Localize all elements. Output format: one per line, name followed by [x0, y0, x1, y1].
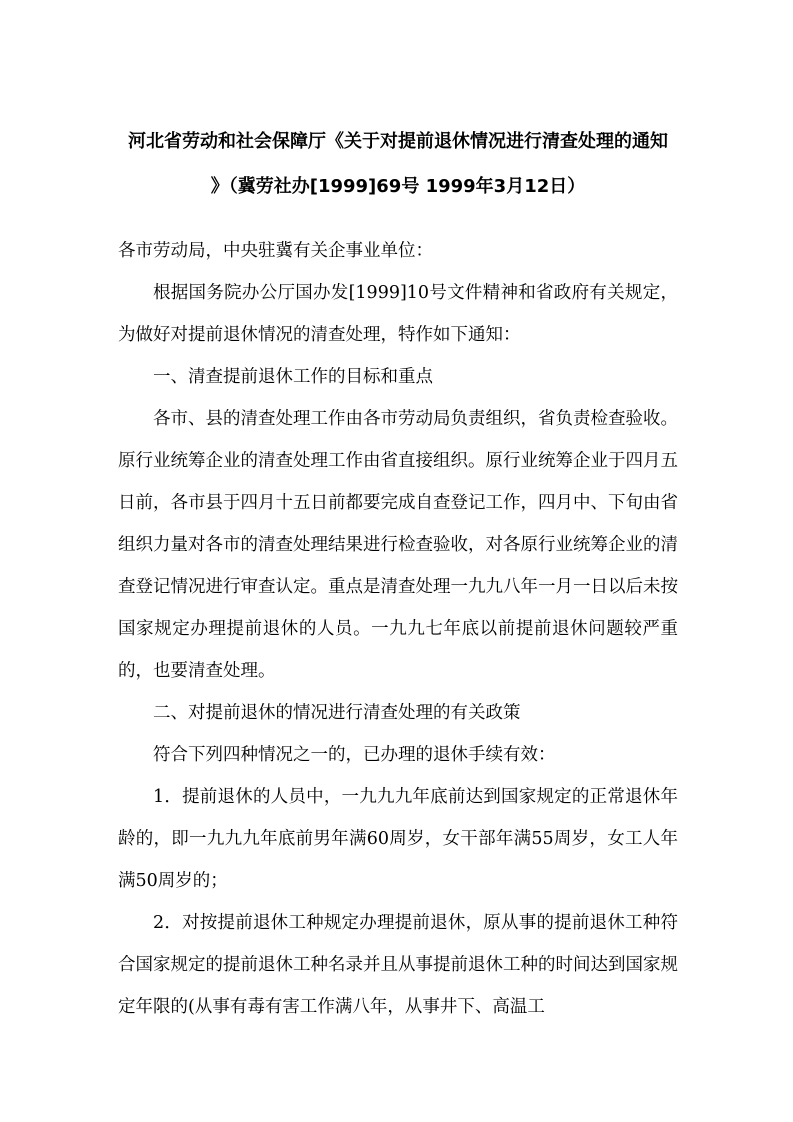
list-item: 1．提前退休的人员中，一九九九年底前达到国家规定的正常退休年龄的，即一九九九年底前男年满60周岁，女干部年满55周岁，女工人年满50周岁的； [118, 787, 678, 891]
body-paragraph: 各市、县的清查处理工作由各市劳动局负责组织，省负责检查验收。原行业统筹企业的清查处理工作由省直接组织。原行业统筹企业于四月五日前，各市县于四月十五日前都要完成自查登记工作，四月中、下旬由省组织力量对各市的清查处理结果进行检查验收，对各原行业统筹企业的清查登记情况进行审查认定。重点是清查处理一九九八年一月一日以后未按国家规定办理提前退休的人员。一九九七年底以前提前退休问题较严重的，也要清查处理。 [118, 409, 678, 681]
document-body [118, 230, 678, 1028]
list-item: 2．对按提前退休工种规定办理提前退休，原从事的提前退休工种符合国家规定的提前退休工种名录并且从事提前退休工种的时间达到国家规定年限的(从事有毒有害工作满八年，从事井下、高温工 [118, 913, 678, 1017]
section-heading: 二、对提前退休的情况进行清查处理的有关政策 [153, 703, 521, 723]
document-title-line-2: 》（冀劳社办[1999]69号 1999年3月12日） [210, 176, 586, 197]
body-paragraph: 根据国务院办公厅国办发[1999]10号文件精神和省政府有关规定，为做好对提前退休情况的清查处理，特作如下通知： [118, 283, 678, 345]
body-paragraph: 符合下列四种情况之一的，已办理的退休手续有效： [153, 745, 556, 765]
section-heading: 一、清查提前退休工作的目标和重点 [153, 367, 433, 387]
document-title-line-1: 河北省劳动和社会保障厅《关于对提前退休情况进行清查处理的通知 [128, 131, 668, 152]
salutation: 各市劳动局，中央驻冀有关企事业单位： [118, 241, 433, 261]
